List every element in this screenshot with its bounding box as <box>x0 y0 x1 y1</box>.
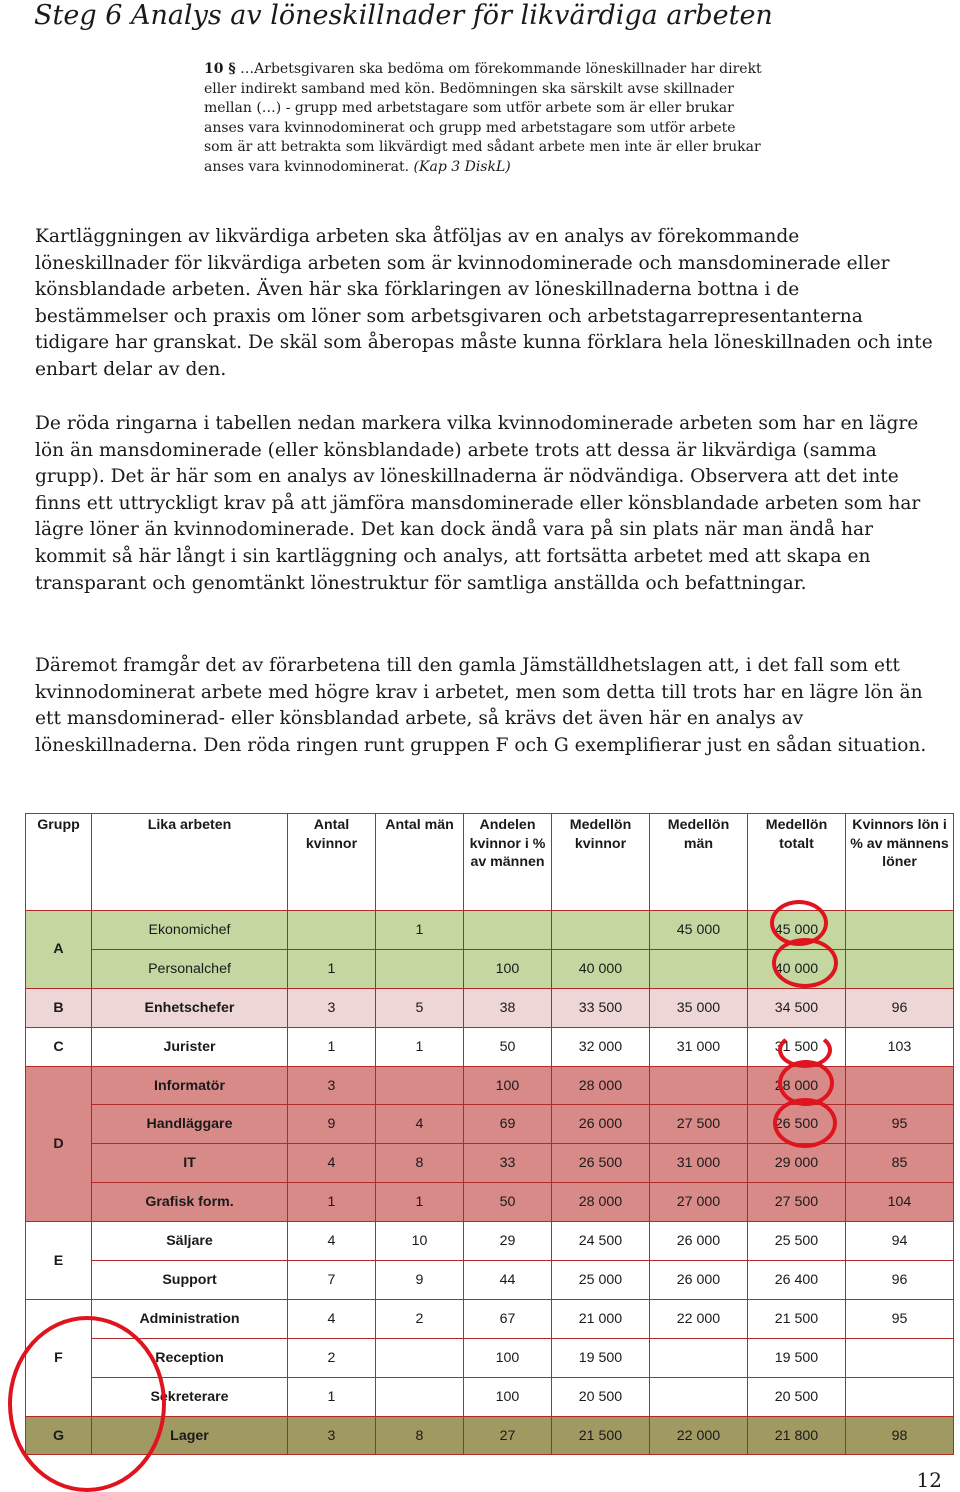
paragraph-analysis: Kartläggningen av likvärdiga arbeten ska åtföljas av en analys av förekommande löneskillnader för likvärdiga arbeten som är kvinnodominerade och mansdominerade eller könsblandade arbeten. Även här ska förklaringen av löneskillnaderna bottna i de bestämmelser och praxis om löner som arbetsgivaren och arbetstagarrepresentanterna tidigare har granskat. De skäl som åberopas måste kunna förklara hela löneskillnaden och inte enbart delar av den. <box>35 226 933 380</box>
group-cell: D <box>26 1066 92 1222</box>
salary-table <box>25 813 954 1455</box>
men-cell: 8 <box>376 1144 464 1183</box>
pct-cell <box>846 1377 954 1416</box>
share-cell: 33 <box>464 1144 552 1183</box>
avg-women-cell: 28 000 <box>552 1066 650 1105</box>
avg-men-cell: 31 000 <box>650 1027 748 1066</box>
women-cell: 4 <box>288 1299 376 1338</box>
job-cell: IT <box>92 1144 288 1183</box>
job-cell: Reception <box>92 1338 288 1377</box>
col-header-avg-total: Medellön totalt <box>748 814 846 911</box>
table-row <box>26 1144 954 1183</box>
share-cell: 69 <box>464 1105 552 1144</box>
avg-men-cell: 45 000 <box>650 911 748 950</box>
women-cell: 1 <box>288 1377 376 1416</box>
pct-cell <box>846 1338 954 1377</box>
women-cell: 1 <box>288 949 376 988</box>
table-row <box>26 1416 954 1455</box>
table-header-row <box>26 814 954 911</box>
pct-cell: 95 <box>846 1105 954 1144</box>
table-row <box>26 1066 954 1105</box>
job-cell: Administration <box>92 1299 288 1338</box>
table-row <box>26 1377 954 1416</box>
col-header-pct: Kvinnors lön i % av männens löner <box>846 814 954 911</box>
women-cell: 4 <box>288 1222 376 1261</box>
job-cell: Support <box>92 1261 288 1300</box>
avg-men-cell: 22 000 <box>650 1299 748 1338</box>
men-cell: 9 <box>376 1261 464 1300</box>
avg-women-cell: 25 000 <box>552 1261 650 1300</box>
avg-total-cell: 21 500 <box>748 1299 846 1338</box>
men-cell: 10 <box>376 1222 464 1261</box>
avg-women-cell: 21 000 <box>552 1299 650 1338</box>
avg-total-cell: 26 500 <box>748 1105 846 1144</box>
women-cell: 2 <box>288 1338 376 1377</box>
table-row <box>26 949 954 988</box>
quote-reference: (Kap 3 DiskL) <box>409 158 511 175</box>
pct-cell: 96 <box>846 988 954 1027</box>
avg-total-cell: 45 000 <box>748 911 846 950</box>
avg-women-cell: 40 000 <box>552 949 650 988</box>
avg-men-cell: 27 500 <box>650 1105 748 1144</box>
share-cell: 38 <box>464 988 552 1027</box>
paragraph-red-rings: De röda ringarna i tabellen nedan markera vilka kvinnodominerade arbeten som har en lägre lön än mansdominerade (eller könsblandade) arbete trots att dessa är likvärdiga (samma grupp). Det är här som en analys av löneskillnaderna är nödvändiga. Observera att det inte finns ett uttryckligt krav på att jämföra mansdominerade eller könsblandade arbeten som har lägre löner än kvinnodominerade. Det kan dock ändå vara på sin plats när man ändå har kommit så här långt i sin kartläggning och analys, att fortsätta arbetet med att skapa en transparant och genomtänkt lönestruktur för samtliga anställda och befattningar. <box>35 413 921 594</box>
avg-men-cell: 26 000 <box>650 1261 748 1300</box>
job-cell: Lager <box>92 1416 288 1455</box>
men-cell: 1 <box>376 1027 464 1066</box>
pct-cell: 95 <box>846 1299 954 1338</box>
avg-women-cell: 32 000 <box>552 1027 650 1066</box>
group-cell: F <box>26 1299 92 1416</box>
pct-cell <box>846 949 954 988</box>
avg-total-cell: 19 500 <box>748 1338 846 1377</box>
avg-women-cell: 21 500 <box>552 1416 650 1455</box>
avg-women-cell: 28 000 <box>552 1183 650 1222</box>
table-row <box>26 1027 954 1066</box>
table-row <box>26 911 954 950</box>
table-row <box>26 1222 954 1261</box>
quote-text: …Arbetsgivaren ska bedöma om förekommande löneskillnader har direkt eller indirekt samband med kön. Bedömningen ska särskilt avse skillnader mellan (…) - grupp med arbetstagare som utför arbete som är eller brukar anses vara kvinnodominerat och grupp med arbetstagare som utför arbete som är att betrakta som likvärdigt med sådant arbete men inte är eller brukar anses vara kvinnodominerat. <box>204 61 762 175</box>
col-header-jobs: Lika arbeten <box>92 814 288 911</box>
avg-men-cell <box>650 1338 748 1377</box>
page-heading: Steg 6 Analys av löneskillnader för likvärdiga arbeten <box>34 0 773 31</box>
women-cell: 3 <box>288 988 376 1027</box>
share-cell: 27 <box>464 1416 552 1455</box>
avg-women-cell: 19 500 <box>552 1338 650 1377</box>
share-cell: 50 <box>464 1183 552 1222</box>
group-cell: B <box>26 988 92 1027</box>
paragraph-preparatory-work: Däremot framgår det av förarbetena till den gamla Jämställdhetslagen att, i det fall som ett kvinnodominerat arbete med högre krav i arbetet, men som detta till trots har en lägre lön än ett mansdominerad- eller könsblandad arbete, så krävs det även här en analys av löneskillnaderna. Den röda ringen runt gruppen F och G exemplifierar just en sådan situation. <box>35 655 927 756</box>
job-cell: Personalchef <box>92 949 288 988</box>
avg-total-cell: 26 400 <box>748 1261 846 1300</box>
avg-total-cell: 21 800 <box>748 1416 846 1455</box>
avg-total-cell: 28 000 <box>748 1066 846 1105</box>
group-cell: C <box>26 1027 92 1066</box>
quote-paragraph-number: 10 § <box>204 61 236 77</box>
avg-women-cell: 33 500 <box>552 988 650 1027</box>
share-cell: 50 <box>464 1027 552 1066</box>
men-cell: 2 <box>376 1299 464 1338</box>
pct-cell <box>846 1066 954 1105</box>
avg-men-cell: 22 000 <box>650 1416 748 1455</box>
pct-cell: 104 <box>846 1183 954 1222</box>
table-row <box>26 988 954 1027</box>
pct-cell: 85 <box>846 1144 954 1183</box>
table-row <box>26 1338 954 1377</box>
share-cell <box>464 911 552 950</box>
women-cell: 1 <box>288 1183 376 1222</box>
women-cell: 3 <box>288 1416 376 1455</box>
col-header-share: Andelen kvinnor i % av männen <box>464 814 552 911</box>
pct-cell: 103 <box>846 1027 954 1066</box>
men-cell <box>376 1338 464 1377</box>
job-cell: Säljare <box>92 1222 288 1261</box>
avg-women-cell <box>552 911 650 950</box>
table-row <box>26 1261 954 1300</box>
group-cell: G <box>26 1416 92 1455</box>
job-cell: Enhetschefer <box>92 988 288 1027</box>
table-row <box>26 1105 954 1144</box>
men-cell: 4 <box>376 1105 464 1144</box>
job-cell: Ekonomichef <box>92 911 288 950</box>
avg-total-cell: 25 500 <box>748 1222 846 1261</box>
avg-men-cell <box>650 949 748 988</box>
avg-men-cell: 31 000 <box>650 1144 748 1183</box>
avg-total-cell: 34 500 <box>748 988 846 1027</box>
col-header-avg-men: Medellön män <box>650 814 748 911</box>
avg-total-cell: 27 500 <box>748 1183 846 1222</box>
men-cell <box>376 949 464 988</box>
share-cell: 100 <box>464 1377 552 1416</box>
table-row <box>26 1183 954 1222</box>
avg-total-cell: 31 500 <box>748 1027 846 1066</box>
avg-total-cell: 20 500 <box>748 1377 846 1416</box>
women-cell <box>288 911 376 950</box>
col-header-women: Antal kvinnor <box>288 814 376 911</box>
share-cell: 67 <box>464 1299 552 1338</box>
job-cell: Jurister <box>92 1027 288 1066</box>
avg-women-cell: 26 500 <box>552 1144 650 1183</box>
women-cell: 1 <box>288 1027 376 1066</box>
pct-cell <box>846 911 954 950</box>
job-cell: Handläggare <box>92 1105 288 1144</box>
job-cell: Sekreterare <box>92 1377 288 1416</box>
job-cell: Grafisk form. <box>92 1183 288 1222</box>
women-cell: 7 <box>288 1261 376 1300</box>
men-cell: 5 <box>376 988 464 1027</box>
group-cell: E <box>26 1222 92 1300</box>
col-header-group: Grupp <box>26 814 92 911</box>
share-cell: 29 <box>464 1222 552 1261</box>
men-cell <box>376 1377 464 1416</box>
men-cell: 1 <box>376 1183 464 1222</box>
table-row <box>26 1299 954 1338</box>
avg-women-cell: 24 500 <box>552 1222 650 1261</box>
men-cell: 8 <box>376 1416 464 1455</box>
job-cell: Informatör <box>92 1066 288 1105</box>
share-cell: 100 <box>464 949 552 988</box>
men-cell <box>376 1066 464 1105</box>
women-cell: 3 <box>288 1066 376 1105</box>
share-cell: 100 <box>464 1338 552 1377</box>
avg-men-cell <box>650 1377 748 1416</box>
avg-men-cell: 27 000 <box>650 1183 748 1222</box>
share-cell: 100 <box>464 1066 552 1105</box>
law-quote <box>204 60 764 177</box>
avg-men-cell: 35 000 <box>650 988 748 1027</box>
pct-cell: 96 <box>846 1261 954 1300</box>
col-header-men: Antal män <box>376 814 464 911</box>
group-cell: A <box>26 911 92 989</box>
women-cell: 9 <box>288 1105 376 1144</box>
col-header-avg-women: Medellön kvinnor <box>552 814 650 911</box>
avg-total-cell: 40 000 <box>748 949 846 988</box>
avg-men-cell <box>650 1066 748 1105</box>
page-number: 12 <box>916 1468 942 1492</box>
share-cell: 44 <box>464 1261 552 1300</box>
avg-men-cell: 26 000 <box>650 1222 748 1261</box>
men-cell: 1 <box>376 911 464 950</box>
women-cell: 4 <box>288 1144 376 1183</box>
avg-total-cell: 29 000 <box>748 1144 846 1183</box>
avg-women-cell: 20 500 <box>552 1377 650 1416</box>
pct-cell: 94 <box>846 1222 954 1261</box>
avg-women-cell: 26 000 <box>552 1105 650 1144</box>
pct-cell: 98 <box>846 1416 954 1455</box>
